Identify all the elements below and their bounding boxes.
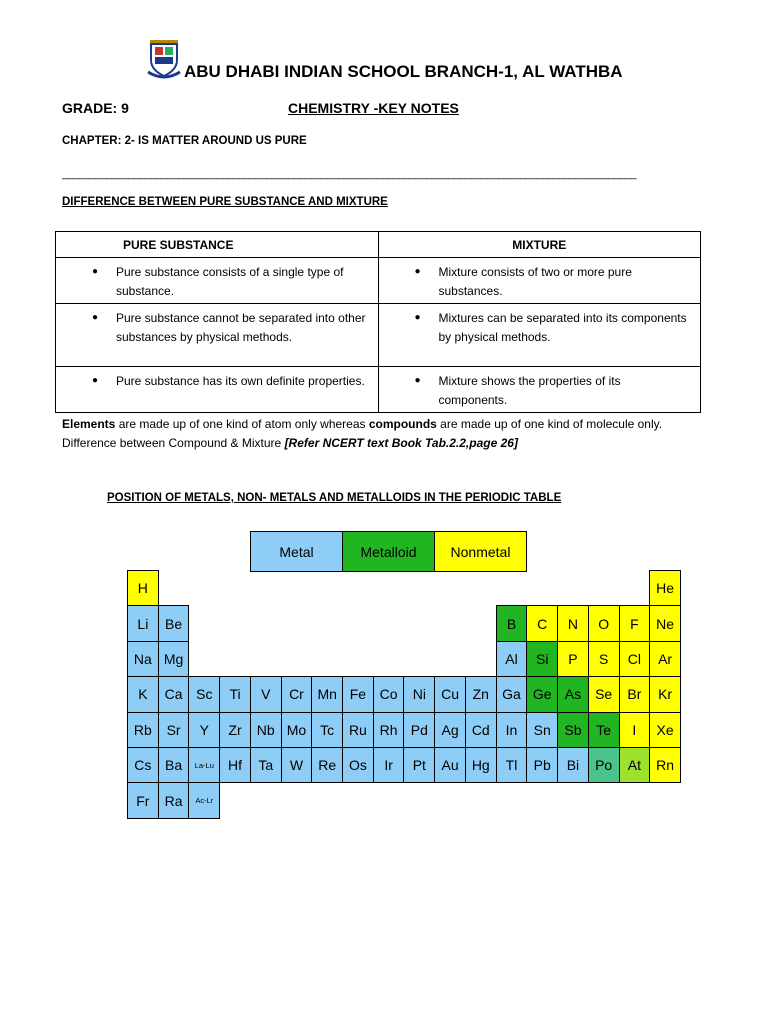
table-cell — [378, 304, 701, 367]
bullet-icon: ● — [92, 375, 99, 386]
element-k: K — [127, 676, 159, 712]
element-rb: Rb — [127, 712, 159, 748]
legend-nonmetal: Nonmetal — [435, 532, 526, 571]
comparison-table — [55, 231, 701, 413]
element-si: Si — [526, 641, 558, 677]
element-sb: Sb — [557, 712, 589, 748]
element-po: Po — [588, 747, 620, 783]
element-zr: Zr — [219, 712, 251, 748]
element-xe: Xe — [649, 712, 681, 748]
element-cd: Cd — [465, 712, 497, 748]
element-fr: Fr — [127, 782, 159, 818]
element-pd: Pd — [403, 712, 435, 748]
school-logo — [146, 38, 182, 80]
element-sr: Sr — [158, 712, 190, 748]
table-cell — [56, 258, 379, 304]
section-heading-difference: DIFFERENCE BETWEEN PURE SUBSTANCE AND MIXTURE — [62, 196, 388, 208]
element-al: Al — [496, 641, 528, 677]
compounds-term: compounds — [368, 417, 437, 431]
element-ni: Ni — [403, 676, 435, 712]
element-n: N — [557, 605, 589, 641]
element-hf: Hf — [219, 747, 251, 783]
element-i: I — [619, 712, 651, 748]
separator-line: ________________________________________________________________________________________________________ — [62, 168, 636, 180]
bullet-icon: ● — [414, 312, 421, 323]
element-mo: Mo — [281, 712, 313, 748]
element-ag: Ag — [434, 712, 466, 748]
element-ga: Ga — [496, 676, 528, 712]
notes-block — [62, 415, 702, 452]
chapter-title: CHAPTER: 2- IS MATTER AROUND US PURE — [62, 135, 307, 147]
element-mn: Mn — [311, 676, 343, 712]
legend-metal: Metal — [251, 532, 343, 571]
textbook-reference: [Refer NCERT text Book Tab.2.2,page 26] — [284, 435, 518, 450]
legend-metalloid: Metalloid — [343, 532, 435, 571]
note-text: Difference between Compound & Mixture — [62, 435, 285, 450]
element-te: Te — [588, 712, 620, 748]
element-ne: Ne — [649, 605, 681, 641]
element-ta: Ta — [250, 747, 282, 783]
element-ra: Ra — [158, 782, 190, 818]
element-be: Be — [158, 605, 190, 641]
school-name: ABU DHABI INDIAN SCHOOL BRANCH-1, AL WATHBA — [184, 62, 623, 81]
element-br: Br — [619, 676, 651, 712]
column-header-mixture: MIXTURE — [378, 232, 701, 258]
table-cell — [378, 367, 701, 413]
element-b: B — [496, 605, 528, 641]
element-co: Co — [373, 676, 405, 712]
element-rn: Rn — [649, 747, 681, 783]
element-cu: Cu — [434, 676, 466, 712]
element-se: Se — [588, 676, 620, 712]
column-header-pure-substance: PURE SUBSTANCE — [56, 232, 379, 258]
cell-text: Mixture consists of two or more pure substances. — [438, 265, 632, 298]
table-cell — [56, 304, 379, 367]
difference-note — [62, 434, 702, 453]
element-zn: Zn — [465, 676, 497, 712]
cell-text: Mixtures can be separated into its components by physical methods. — [438, 311, 687, 344]
bullet-icon: ● — [92, 266, 99, 277]
element-pb: Pb — [526, 747, 558, 783]
element-sn: Sn — [526, 712, 558, 748]
elements-compounds-note — [62, 415, 702, 434]
element-fe: Fe — [342, 676, 374, 712]
element-ti: Ti — [219, 676, 251, 712]
bullet-icon: ● — [414, 266, 421, 277]
element-c: C — [526, 605, 558, 641]
element-au: Au — [434, 747, 466, 783]
cell-text: Pure substance has its own definite properties. — [116, 374, 365, 388]
element-h: H — [127, 570, 159, 606]
element-f: F — [619, 605, 651, 641]
element-nb: Nb — [250, 712, 282, 748]
table-row — [56, 367, 701, 413]
element-w: W — [281, 747, 313, 783]
table-cell — [378, 258, 701, 304]
element-bi: Bi — [557, 747, 589, 783]
element-he: He — [649, 570, 681, 606]
element-kr: Kr — [649, 676, 681, 712]
element-la-lu: La-Lu — [188, 747, 220, 783]
cell-text: Mixture shows the properties of its components. — [438, 374, 621, 407]
element-mg: Mg — [158, 641, 190, 677]
element-as: As — [557, 676, 589, 712]
element-sc: Sc — [188, 676, 220, 712]
element-ru: Ru — [342, 712, 374, 748]
element-at: At — [619, 747, 651, 783]
element-hg: Hg — [465, 747, 497, 783]
element-ba: Ba — [158, 747, 190, 783]
element-p: P — [557, 641, 589, 677]
element-ac-lr: Ac-Lr — [188, 782, 220, 818]
element-ar: Ar — [649, 641, 681, 677]
cell-text: Pure substance cannot be separated into other substances by physical methods. — [116, 311, 366, 344]
section-heading-periodic-table: POSITION OF METALS, NON- METALS AND METALLOIDS IN THE PERIODIC TABLE — [107, 492, 562, 504]
element-ir: Ir — [373, 747, 405, 783]
element-cl: Cl — [619, 641, 651, 677]
element-ge: Ge — [526, 676, 558, 712]
periodic-table — [127, 570, 680, 818]
element-os: Os — [342, 747, 374, 783]
element-na: Na — [127, 641, 159, 677]
table-row — [56, 304, 701, 367]
element-re: Re — [311, 747, 343, 783]
subject-title: CHEMISTRY -KEY NOTES — [288, 100, 459, 116]
note-text: are made up of one kind of molecule only. — [436, 417, 663, 431]
element-cs: Cs — [127, 747, 159, 783]
element-y: Y — [188, 712, 220, 748]
note-text: are made up of one kind of atom only whereas — [115, 417, 369, 431]
element-pt: Pt — [403, 747, 435, 783]
element-rh: Rh — [373, 712, 405, 748]
cell-text: Pure substance consists of a single type of substance. — [116, 265, 344, 298]
bullet-icon: ● — [92, 312, 99, 323]
element-tl: Tl — [496, 747, 528, 783]
table-cell — [56, 367, 379, 413]
element-v: V — [250, 676, 282, 712]
element-cr: Cr — [281, 676, 313, 712]
elements-term: Elements — [62, 417, 116, 431]
element-s: S — [588, 641, 620, 677]
element-tc: Tc — [311, 712, 343, 748]
element-o: O — [588, 605, 620, 641]
grade-label: GRADE: 9 — [62, 100, 129, 116]
element-in: In — [496, 712, 528, 748]
table-header-row — [56, 232, 701, 258]
table-row — [56, 258, 701, 304]
element-ca: Ca — [158, 676, 190, 712]
element-li: Li — [127, 605, 159, 641]
periodic-table-legend — [250, 531, 527, 572]
bullet-icon: ● — [414, 375, 421, 386]
